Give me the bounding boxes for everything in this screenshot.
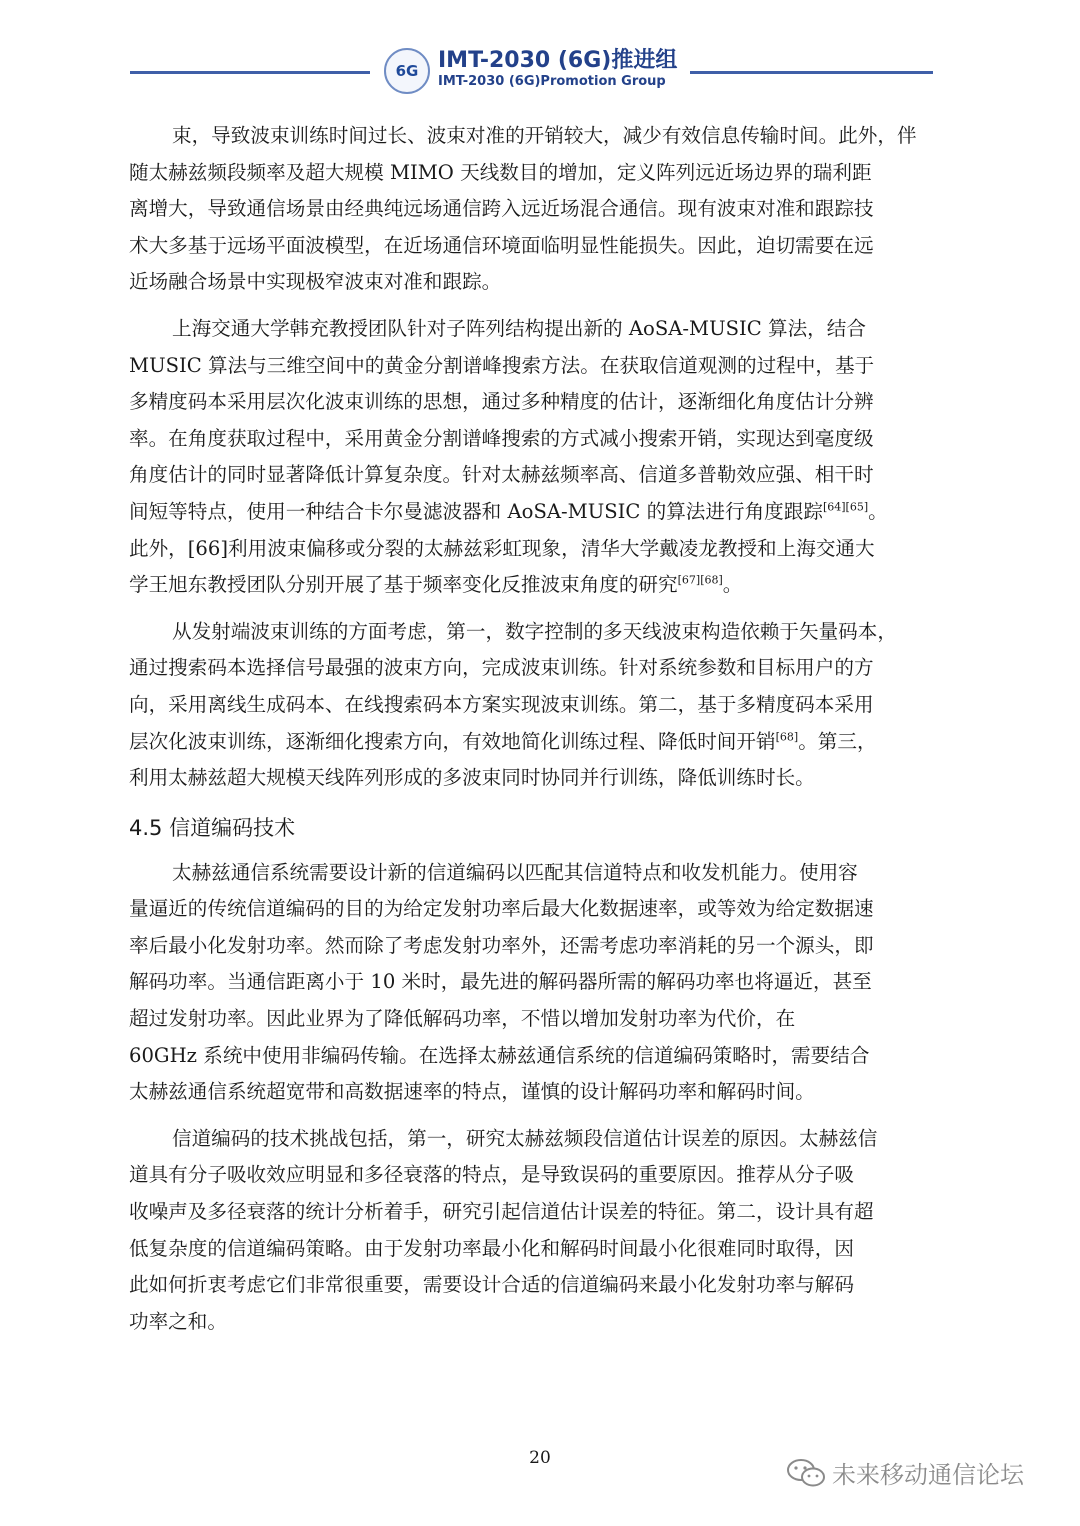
line-text: 太赫兹通信系统需要设计新的信道编码以匹配其信道特点和收发机能力。使用容 [172,860,858,884]
wechat-icon [786,1458,826,1488]
line-text: 层次化波束训练，逐渐细化搜索方向，有效地简化训练过程、降低时间开销 [129,729,776,753]
citation: [68] [775,729,799,743]
line-text: 从发射端波束训练的方面考虑，第一，数字控制的多天线波束构造依赖于矢量码本， [172,619,897,643]
text-line [129,384,952,421]
line-text: 向，采用离线生成码本、在线搜索码本方案实现波束训练。第二，基于多精度码本采用 [129,692,874,716]
text-line [129,928,952,965]
header-subtitle: IMT-2030 (6G)Promotion Group [438,74,666,89]
line-text-after: 。 [868,499,888,523]
line-text: 此如何折衷考虑它们非常很重要，需要设计合适的信道编码来最小化发射功率与解码 [129,1273,854,1297]
line-text: 低复杂度的信道编码策略。由于发射功率最小化和解码时间最小化很难同时取得，因 [129,1236,854,1260]
line-text: 间短等特点，使用一种结合卡尔曼滤波器和 AoSA-MUSIC 的算法进行角度跟踪 [129,499,823,523]
watermark-text: 未来移动通信论坛 [832,1461,1024,1489]
line-text: 率后最小化发射功率。然而除了考虑发射功率外，还需考虑功率消耗的另一个源头，即 [129,933,874,957]
line-text: 随太赫兹频段频率及超大规模 MIMO 天线数目的增加，定义阵列远近场边界的瑞利距 [129,160,872,184]
line-text: 术大多基于远场平面波模型，在近场通信环境面临明显性能损失。因此，迫切需要在远 [129,233,874,257]
text-line [129,494,952,531]
line-text: 60GHz 系统中使用非编码传输。在选择太赫兹通信系统的信道编码策略时，需要结合 [129,1043,870,1067]
text-line [129,1267,952,1304]
line-text: 超过发射功率。因此业界为了降低解码功率，不惜以增加发射功率为代价，在 [129,1007,796,1031]
text-line [129,1038,952,1075]
line-text: 此外，[66]利用波束偏移或分裂的太赫兹彩虹现象，清华大学戴凌龙教授和上海交通大 [129,536,875,560]
text-line [129,855,952,892]
line-text: 信道编码的技术挑战包括，第一，研究太赫兹频段信道估计误差的原因。太赫兹信 [172,1126,878,1150]
line-text: 角度估计的同时显著降低计算复杂度。针对太赫兹频率高、信道多普勒效应强、相干时 [129,463,874,487]
text-line [129,421,952,458]
text-line [129,118,952,155]
header-rule-left [130,71,370,74]
text-line [129,891,952,928]
line-text: 太赫兹通信系统超宽带和高数据速率的特点，谨慎的设计解码功率和解码时间。 [129,1080,815,1104]
text-line [129,457,952,494]
text-line [129,760,952,797]
text-line [129,1121,952,1158]
header-rule-right [690,71,933,74]
line-text: 收噪声及多径衰落的统计分析着手，研究引起信道估计误差的特征。第二，设计具有超 [129,1200,874,1224]
text-line [129,724,952,761]
line-text: 利用太赫兹超大规模天线阵列形成的多波束同时协同并行训练，降低训练时长。 [129,766,815,790]
line-text: 近场融合场景中实现极窄波束对准和跟踪。 [129,270,502,294]
text-line [129,964,952,1001]
paragraph [129,855,952,1111]
text-line [129,228,952,265]
line-text: 道具有分子吸收效应明显和多径衰落的特点，是导致误码的重要原因。推荐从分子吸 [129,1163,854,1187]
citation: [67][68] [677,573,723,587]
page-number: 20 [529,1448,551,1468]
paragraph-group-1 [129,118,952,797]
line-text-after: 。 [722,573,743,597]
text-line [129,264,952,301]
text-line [129,614,952,651]
text-line [129,1001,952,1038]
line-text: 功率之和。 [129,1309,227,1333]
text-line [129,567,952,604]
line-text: 解码功率。当通信距离小于 10 米时，最先进的解码器所需的解码功率也将逼近，甚至 [129,970,872,994]
text-line [129,531,952,568]
section-heading: 4.5 信道编码技术 [129,815,296,840]
line-text: 离增大，导致通信场景由经典纯远场通信跨入远近场混合通信。现有波束对准和跟踪技 [129,197,874,221]
text-line [129,155,952,192]
line-text: 率。在角度获取过程中，采用黄金分割谱峰搜索的方式减小搜索开销，实现达到毫度级 [129,426,874,450]
text-line [129,191,952,228]
line-text: 通过搜索码本选择信号最强的波束方向，完成波束训练。针对系统参数和目标用户的方 [129,656,874,680]
text-line [129,650,952,687]
document-body [129,118,952,1350]
line-text: 量逼近的传统信道编码的目的为给定发射功率后最大化数据速率，或等效为给定数据速 [129,897,874,921]
text-line [129,1157,952,1194]
logo-badge-icon: 6G [384,48,430,94]
text-line [129,348,952,385]
text-line [129,1304,952,1341]
paragraph [129,118,952,301]
line-text-after: 。第三， [798,729,877,753]
text-line [129,1074,952,1111]
paragraph [129,1121,952,1341]
text-line [129,1194,952,1231]
logo-text [438,48,677,90]
page-header [0,44,1080,104]
line-text: MUSIC 算法与三维空间中的黄金分割谱峰搜索方法。在获取信道观测的过程中，基于 [129,353,875,377]
line-text: 束，导致波束训练时间过长、波束对准的开销较大，减少有效信息传输时间。此外，伴 [172,124,917,147]
paragraph-group-2 [129,855,952,1341]
citation: [64][65] [822,500,869,514]
paragraph [129,311,952,604]
line-text: 多精度码本采用层次化波束训练的思想，通过多种精度的估计，逐渐细化角度估计分辨 [129,390,874,414]
text-line [129,1231,952,1268]
text-line [129,687,952,724]
text-line [129,311,952,348]
header-title: IMT-2030 (6G)推进组 [438,48,678,73]
paragraph [129,614,952,797]
line-text: 上海交通大学韩充教授团队针对子阵列结构提出新的 AoSA-MUSIC 算法，结合 [172,316,866,340]
watermark [786,1455,1024,1490]
line-text: 学王旭东教授团队分别开展了基于频率变化反推波束角度的研究 [129,573,678,597]
